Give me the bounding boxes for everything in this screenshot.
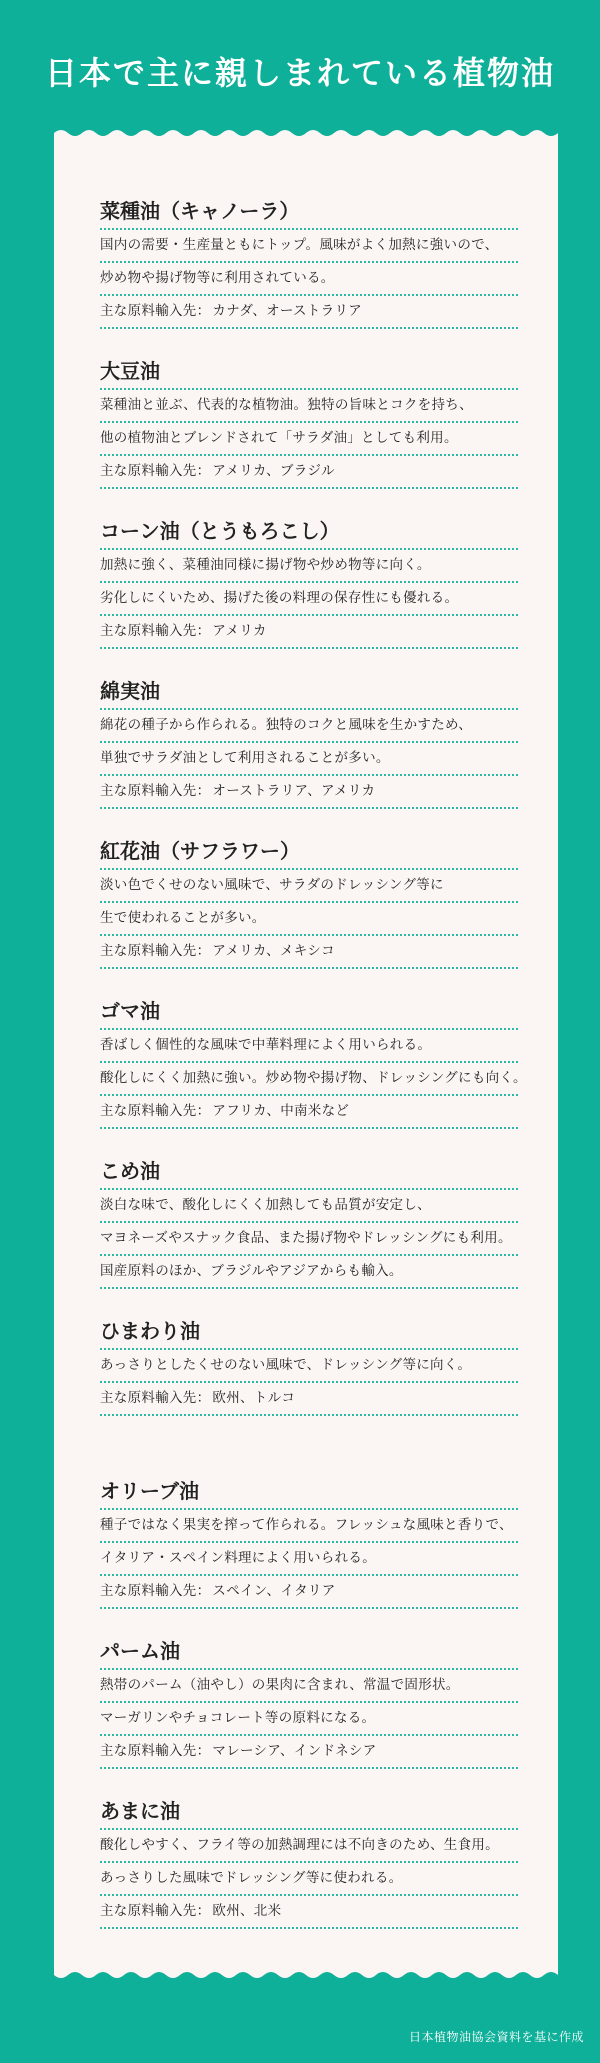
oil-description-line: あっさりした風味でドレッシング等に使われる。 xyxy=(100,1863,518,1896)
oil-description-line: 加熱に強く、菜種油同様に揚げ物や炒め物等に向く。 xyxy=(100,548,518,583)
origins-value: アメリカ xyxy=(212,623,267,639)
oil-description-line: 酸化しにくく加熱に強い。炒め物や揚げ物、ドレッシングにも向く。 xyxy=(100,1063,518,1096)
oil-entry xyxy=(100,514,518,674)
oil-entry xyxy=(100,834,518,994)
oil-entry xyxy=(100,1154,518,1314)
oil-description-line: マーガリンやチョコレート等の原料になる。 xyxy=(100,1703,518,1736)
oil-description-line: マヨネーズやスナック食品、また揚げ物やドレッシングにも利用。 xyxy=(100,1223,518,1256)
oil-description-line: 香ばしく個性的な風味で中華料理によく用いられる。 xyxy=(100,1028,518,1063)
origins-value: 欧州、北米 xyxy=(212,1903,282,1919)
source-note: 日本植物油協会資料を基に作成 xyxy=(408,2030,584,2044)
oil-name: ひまわり油 xyxy=(100,1319,200,1343)
oil-details xyxy=(100,1188,518,1289)
origins-label: 主な原料輸入先： xyxy=(100,783,211,799)
oil-entry xyxy=(100,1314,518,1474)
oil-description-line: 淡い色でくせのない風味で、サラダのドレッシング等に xyxy=(100,868,518,903)
wavy-bottom-edge xyxy=(54,1969,558,1983)
origins-label: 主な原料輸入先： xyxy=(100,943,211,959)
oil-description-line: 菜種油と並ぶ、代表的な植物油。独特の旨味とコクを持ち、 xyxy=(100,388,518,423)
oil-list-card xyxy=(54,138,558,1970)
origins-value: カナダ、オーストラリア xyxy=(212,303,363,319)
oil-description-line: 熱帯のパーム（油やし）の果肉に含まれ、常温で固形状。 xyxy=(100,1668,518,1703)
oil-details xyxy=(100,1028,527,1129)
origins-value: マレーシア、インドネシア xyxy=(212,1743,377,1759)
oil-description-line: 生で使われることが多い。 xyxy=(100,903,518,936)
oil-origins-line xyxy=(100,776,518,809)
origins-label: 主な原料輸入先： xyxy=(100,623,211,639)
oil-origins-line xyxy=(100,616,518,649)
oil-entry xyxy=(100,1794,518,1954)
oil-description-line: あっさりとしたくせのない風味で、ドレッシング等に向く。 xyxy=(100,1348,518,1383)
origins-label: 主な原料輸入先： xyxy=(100,303,211,319)
oil-name: ゴマ油 xyxy=(100,999,160,1023)
oil-description-line: 国内の需要・生産量ともにトップ。風味がよく加熱に強いので、 xyxy=(100,228,518,263)
oil-name: パーム油 xyxy=(100,1639,180,1663)
oil-details xyxy=(100,1348,518,1416)
origins-value: オーストラリア、アメリカ xyxy=(212,783,376,799)
origins-label: 主な原料輸入先： xyxy=(100,1103,211,1119)
oil-description-line: 国産原料のほか、ブラジルやアジアからも輸入。 xyxy=(100,1256,518,1289)
oil-description-line: 種子ではなく果実を搾って作られる。フレッシュな風味と香りで、 xyxy=(100,1508,518,1543)
page-title: 日本で主に親しまれている植物油 xyxy=(44,54,555,92)
origins-label: 主な原料輸入先： xyxy=(100,463,211,479)
oil-name: オリーブ油 xyxy=(100,1479,199,1503)
oil-entry xyxy=(100,1474,518,1634)
oil-entry xyxy=(100,354,518,514)
oil-name: 紅花油（サフラワー） xyxy=(100,839,300,863)
oil-entry xyxy=(100,1634,518,1794)
oil-name: こめ油 xyxy=(100,1159,160,1183)
oil-entry xyxy=(100,994,527,1154)
oil-origins-line xyxy=(100,1096,518,1129)
oil-description-line: 酸化しやすく、フライ等の加熱調理には不向きのため、生食用。 xyxy=(100,1828,518,1863)
oil-origins-line xyxy=(100,1896,518,1929)
oil-details xyxy=(100,548,518,649)
oil-description-line: 他の植物油とブレンドされて「サラダ油」としても利用。 xyxy=(100,423,518,456)
origins-label: 主な原料輸入先： xyxy=(100,1743,211,1759)
oil-entries xyxy=(100,194,527,1954)
oil-description-line: 淡白な味で、酸化しにくく加熱しても品質が安定し、 xyxy=(100,1188,518,1223)
origins-value: 欧州、トルコ xyxy=(212,1390,296,1406)
oil-details xyxy=(100,868,518,969)
oil-name: 大豆油 xyxy=(100,359,160,383)
oil-entry xyxy=(100,194,518,354)
oil-name: コーン油（とうもろこし） xyxy=(100,519,340,543)
origins-value: アメリカ、ブラジル xyxy=(212,463,335,479)
oil-details xyxy=(100,708,518,809)
oil-origins-line xyxy=(100,936,518,969)
oil-name: 綿実油 xyxy=(100,679,160,703)
oil-origins-line xyxy=(100,296,518,329)
oil-description-line: 単独でサラダ油として利用されることが多い。 xyxy=(100,743,518,776)
origins-value: アフリカ、中南米など xyxy=(212,1103,350,1119)
oil-details xyxy=(100,388,518,489)
oil-name: 菜種油（キャノーラ） xyxy=(100,199,300,223)
oil-description-line: 炒め物や揚げ物等に利用されている。 xyxy=(100,263,518,296)
oil-entry xyxy=(100,674,518,834)
origins-label: 主な原料輸入先： xyxy=(100,1583,211,1599)
oil-details xyxy=(100,1828,518,1929)
origins-value: アメリカ、メキシコ xyxy=(212,943,335,959)
oil-name: あまに油 xyxy=(100,1799,180,1823)
oil-origins-line xyxy=(100,1383,518,1416)
oil-description-line: イタリア・スペイン料理によく用いられる。 xyxy=(100,1543,518,1576)
origins-label: 主な原料輸入先： xyxy=(100,1903,211,1919)
oil-details xyxy=(100,1668,518,1769)
oil-description-line: 綿花の種子から作られる。独特のコクと風味を生かすため、 xyxy=(100,708,518,743)
oil-origins-line xyxy=(100,1576,518,1609)
oil-details xyxy=(100,1508,518,1609)
oil-description-line: 劣化しにくいため、揚げた後の料理の保存性にも優れる。 xyxy=(100,583,518,616)
origins-value: スペイン、イタリア xyxy=(212,1583,336,1599)
wavy-top-edge xyxy=(54,125,558,139)
oil-origins-line xyxy=(100,456,518,489)
oil-origins-line xyxy=(100,1736,518,1769)
origins-label: 主な原料輸入先： xyxy=(100,1390,211,1406)
oil-details xyxy=(100,228,518,329)
